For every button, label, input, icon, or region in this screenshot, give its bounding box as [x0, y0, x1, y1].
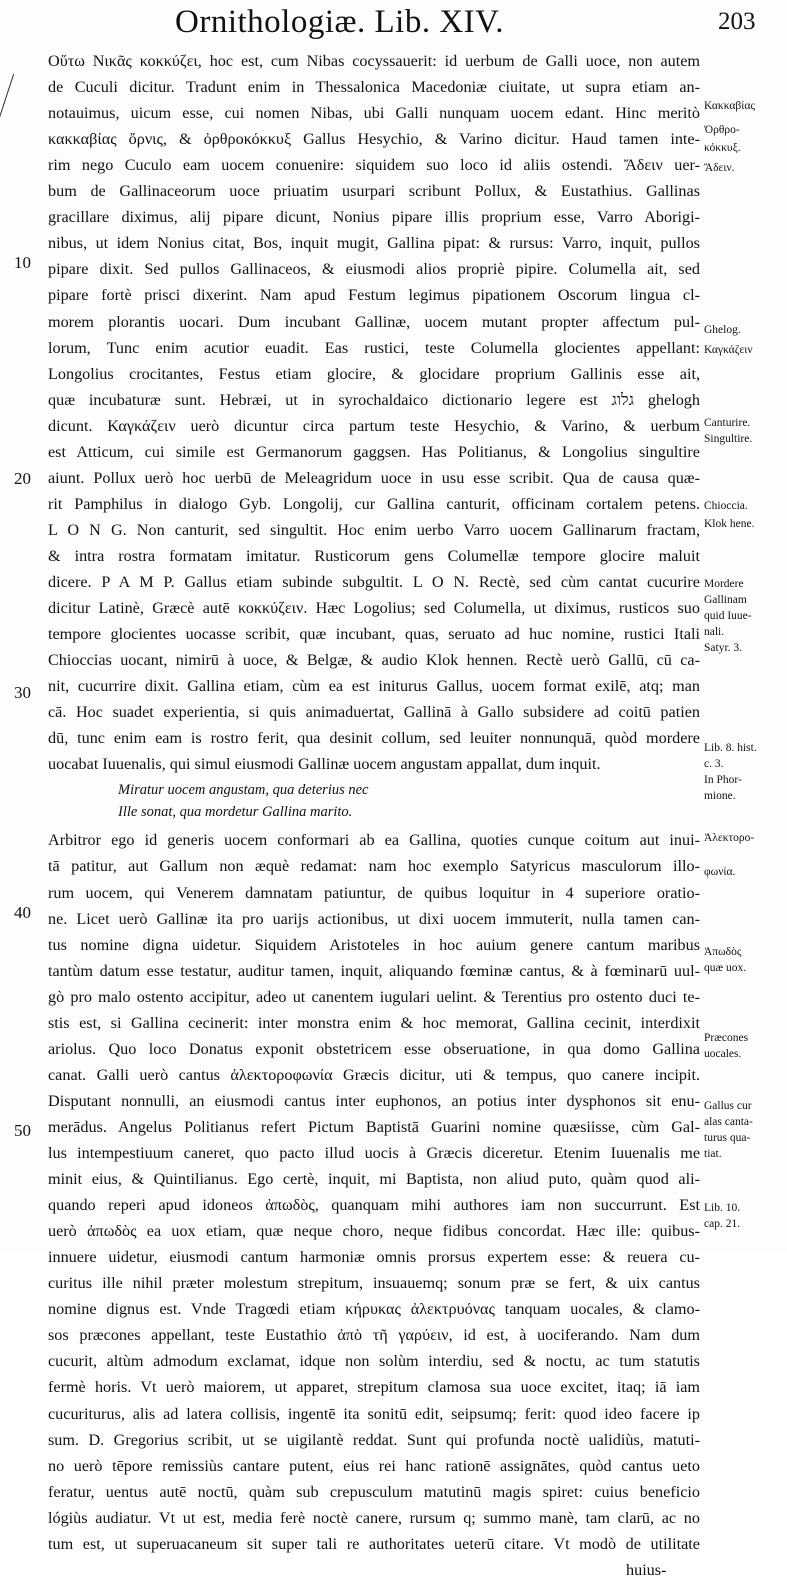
margin-note: Καγκάζειν — [704, 344, 753, 356]
margin-note: Ὀρθρο- — [704, 124, 740, 136]
margin-note: c. 3. — [704, 758, 724, 770]
text-line: L O N G. Non canturit, sed singultit. Hoc enim uerbo Varro uocem Gallinarum fractam, — [48, 520, 700, 539]
text-line: nomine dignus est. Vnde Tragœdi etiam κήρυκας ἀλεκτρυόνας tanquam uocales, & clamo- — [48, 1300, 700, 1319]
text-line: & intra rostra formatam imitatur. Rusticorum gens Columellæ tempore glocire maluit — [48, 546, 700, 565]
text-line: rit Pamphilus in dialogo Gyb. Longolij, cur Gallina canturit, officinam cortalem petens. — [48, 494, 700, 513]
margin-note: Mordere — [704, 578, 744, 590]
margin-note: quæ uox. — [704, 962, 747, 974]
text-line: Arbitror ego id generis uocem conformari ab ea Gallina, quoties cunque coitum aut inui- — [48, 831, 700, 850]
text-line: nit, cucurrire dixit. Gallina etiam, cùm ea est initurus Gallus, uocem format exilē, atq; man — [48, 677, 700, 696]
line-number: 40 — [14, 903, 31, 922]
margin-note: turus qua- — [704, 1132, 751, 1144]
margin-note: Gallus cur — [704, 1100, 752, 1112]
text-line: cā. Hoc suadet experientia, si quis animaduertat, Gallinā à Gallo subsidere ad coitū patien — [48, 703, 700, 722]
text-line: minit eius, & Quintilianus. Ego certè, inquit, mi Baptista, non aliud puto, quàm quod ali- — [48, 1170, 700, 1189]
margin-note: Præcones — [704, 1032, 749, 1044]
margin-note: Satyr. 3. — [704, 642, 743, 654]
margin-note: alas canta- — [704, 1116, 753, 1128]
text-line: sos præcones appellant, teste Eustathio ἀπὸ τῆ γαρύειν, id est, à uociferando. Nam dum — [48, 1326, 700, 1345]
text-line: uocabat Iuuenalis, qui simul eiusmodi Gallinæ uocem angustam appallat, dum inquit. — [48, 755, 601, 774]
verse-line: Ille sonat, qua mordetur Gallina marito. — [118, 804, 353, 821]
marginal-notes-column — [704, 0, 787, 1252]
text-line: ariolus. Quo loco Donatus exponit obstetricem esse obseruatione, in qua domo Gallina — [48, 1039, 700, 1058]
margin-note: Canturire. — [704, 417, 751, 429]
text-line: κακκαβίας ὄρνις, & ὀρθροκόκκυξ Gallus Hesychio, & Varino dicitur. Haud tamen inte- — [48, 130, 700, 149]
text-line: feratur, uentus autē noctū, quàm sub crepusculum matutinū magis spiret: cuius beneficio — [48, 1482, 700, 1501]
text-line: uerò ἀπωδὸς ea uox etiam, quæ neque choro, neque fidibus concordat. Hæc ille: quibus- — [48, 1222, 700, 1241]
margin-note: κόκκυξ. — [704, 142, 741, 154]
text-line: lógiùs audiatur. Vt ut est, media ferè noctè canere, rursum q; summo manè, tam clarū, ac no — [48, 1508, 700, 1527]
margin-pen-stroke — [0, 74, 44, 118]
page-title: Ornithologiæ. Lib. XIV. — [175, 4, 504, 40]
text-line: tantùm datum esse testatur, auditur tamen, inquit, aliquando fœminæ cantus, & à fœminarū uul- — [48, 961, 700, 980]
text-line: Disputant nonnulli, an eiusmodi cantus inter euphonos, an potius inter dysphonos sit enu- — [48, 1091, 700, 1110]
text-line: ne. Licet uerò Gallinæ ita pro uarijs actionibus, ut dixi uocem immuterit, nulla tamen can- — [48, 909, 700, 928]
margin-note: nali. — [704, 626, 725, 638]
text-line: aiunt. Pollux uerò hoc uerbū de Meleagridum uoce in usu esse scribit. Qua de causa quæ- — [48, 468, 700, 487]
text-line: dicunt. Καγκάζειν uerò dicuntur circa partum teste Hesychio, & Varino, & uerbum — [48, 416, 700, 435]
line-number: 10 — [14, 253, 31, 272]
text-line: dicere. P A M P. Gallus etiam subinde subgultit. L O N. Rectè, sed cùm cantat cucurire — [48, 573, 700, 591]
margin-note: Ἀλεκτορο- — [704, 832, 755, 844]
text-line: canat. Galli uerò cantus ἀλεκτοροφωνία Græcis dicitur, uti & tempus, quo canere incipit. — [48, 1065, 700, 1084]
text-line: pipare fortè prisci dixerint. Nam apud Festum legimus pipationem Oscorum lingua cl- — [48, 286, 700, 305]
page-number: 203 — [718, 8, 756, 35]
text-line: tus nomine digna uidetur. Siquidem Aristoteles in hoc auium genere cantum maribus — [48, 935, 700, 954]
margin-note: Κακκαβίας — [704, 100, 755, 112]
margin-note: Ἄδειν. — [704, 162, 735, 174]
margin-note: Singultire. — [704, 433, 753, 445]
verse-line: Miratur uocem angustam, qua deterius nec — [118, 782, 369, 799]
text-line: sum. D. Gregorius scribit, ut se uigilantè reddat. Sunt qui profunda noctè ualidiùs, matuti- — [48, 1430, 700, 1449]
text-line: gracillare diximus, alij pipare dicunt, Nonius pipare illis proprium esse, Varro Aborigi- — [48, 208, 700, 227]
margin-note: tiat. — [704, 1148, 722, 1160]
text-line: cucurit, altùm admodum exclamat, idque non solùm interdiu, sed & noctu, ac tum statutis — [48, 1352, 700, 1371]
text-line: est Atticum, cui simile est Germanorum gaggsen. Has Politianus, & Longolius singultire — [48, 442, 700, 461]
text-line: gò pro malo ostento accipitur, adeo ut canentem iugulari uelint. & Terentius pro ostento duci te- — [48, 987, 700, 1006]
text-line: quæ incubaturæ sunt. Hebræi, ut in syrochaldaico dictionario legere est גלוג ghelogh — [48, 390, 700, 409]
text-line: rum uocem, qui Venerem damnatam patiuntur, de quibus loquitur in 4 superiore oratio- — [48, 883, 700, 902]
text-line: quando reperi apud idoneos ἀπωδὸς, quanquam mihi authores iam non succurrunt. Est — [48, 1196, 700, 1215]
text-line: Longolius crocitantes, Festus etiam glocire, & glocidare proprium Gallinis esse ait, — [48, 364, 700, 383]
text-line: huius- — [626, 1560, 667, 1579]
margin-note: φωνία. — [704, 866, 736, 878]
margin-note: quid Iuue- — [704, 610, 752, 622]
text-line: bum de Gallinaceorum uoce priuatim usurpari scribunt Pollux, & Eustathius. Gallinas — [48, 182, 700, 201]
line-number: 30 — [14, 683, 31, 702]
line-number: 20 — [14, 469, 31, 488]
text-line: Chioccias uocant, nimirū à uoce, & Belgæ, & audio Klok hennen. Rectè uerò Gallū, cū ca- — [48, 651, 700, 670]
text-line: nibus, ut idem Nonius citat, Bos, inquit mugit, Gallina pipat: & rursus: Varro, inquit, pullos — [48, 234, 700, 253]
margin-note: In Phor- — [704, 774, 742, 786]
text-line: tā patitur, aut Gallum non æquè redamat: nam hoc exemplo Satyricus masculorum illo- — [48, 857, 700, 876]
margin-note: Lib. 10. — [704, 1202, 741, 1214]
margin-note: Gallinam — [704, 594, 747, 606]
margin-note: Ἀπωδὸς — [704, 946, 742, 958]
running-head — [0, 0, 787, 44]
text-line: lus intempestiuum caneret, quo pacto illud uocis à Græcis diceretur. Etenim Iuuenalis me — [48, 1144, 700, 1162]
margin-note: mione. — [704, 790, 736, 802]
text-line: de Cuculi dicitur. Tradunt enim in Thessalonica Macedoniæ ciuitate, ut supra etiam an- — [48, 78, 700, 97]
text-line: tempore glocientes uocasse scribit, quæ incubant, quas, seruato ad huc nomine, rustici Itali — [48, 625, 700, 644]
text-line: pipare dixit. Sed pullos Gallinaceos, & eiusmodi alios propriè pipire. Columella ait, sed — [48, 260, 700, 279]
text-line: innuere uidetur, eiusmodi cantum harmoniæ omnis prorsus expertem esse: & reuera cu- — [48, 1248, 700, 1267]
margin-note: cap. 21. — [704, 1218, 741, 1230]
margin-note: Chioccia. — [704, 500, 748, 512]
text-line: dicitur Latinè, Græcè autē κοκκύζειν. Hæc Logolius; sed Columella, ut diximus, rusticos suo — [48, 599, 700, 618]
text-line: morem plorantis uocari. Dum incubant Gallinæ, uocem mutant propter affectum pul- — [48, 312, 700, 331]
text-line: notauimus, uicum esse, cui nomen Nibas, ubi Galli nunquam uocem edant. Hinc meritò — [48, 104, 700, 123]
text-line: rim nego Cuculo eam uocem conuenire: siquidem suo loco id aliis ostendi. Ἄδειν uer- — [48, 156, 700, 175]
line-number: 50 — [14, 1121, 31, 1140]
text-line: no uerò tēpore remissiùs cantare putent, eius rei hanc rationē assignātes, quòd cantus ueto — [48, 1456, 700, 1475]
text-line: Oὕτω Νικᾶς κοκκύζει, hoc est, cum Nibas cocyssauerit: id uerbum de Galli uoce, non autem — [48, 52, 700, 70]
margin-note: Klok hene. — [704, 518, 755, 530]
text-line: tum est, ut superuacaneum sit super tali re authoritates ueterū citare. Vt modò de utilitate — [48, 1534, 700, 1553]
margin-note: Lib. 8. hist. — [704, 742, 757, 754]
text-line: merādus. Angelus Politianus refert Pictum Baptistā Guarini nomine quæsiisse, cùm Gal- — [48, 1117, 700, 1136]
text-line: stis est, si Gallina cecinerit: inter monstra enim & hoc memorat, Gallina cecinit, interdixit — [48, 1013, 700, 1032]
text-line: curitus ille nihil præter molestum strepitum, insuauemq; sonum præ se fert, & uix cantus — [48, 1274, 700, 1293]
text-line: lorum, Tunc enim acutior euadit. Eas rustici, teste Columella glocientes appellant: — [48, 338, 700, 357]
text-line: dū, tunc enim eam is rostro ferit, qua desinit collum, sed leuiter nonnunquā, quòd mordere — [48, 729, 700, 748]
text-line: fermè horis. Vt uerò maiorem, ut apparet, strepitum clamosa sua uoce excitet, itaq; iā iam — [48, 1378, 700, 1397]
text-line: cucuriturus, alis ad latera collisis, ingentē ita sonitū edit, seipsumq; ferit: quod ideo facere ip — [48, 1404, 700, 1423]
margin-note: uocales. — [704, 1048, 742, 1060]
margin-note: Ghelog. — [704, 324, 741, 336]
